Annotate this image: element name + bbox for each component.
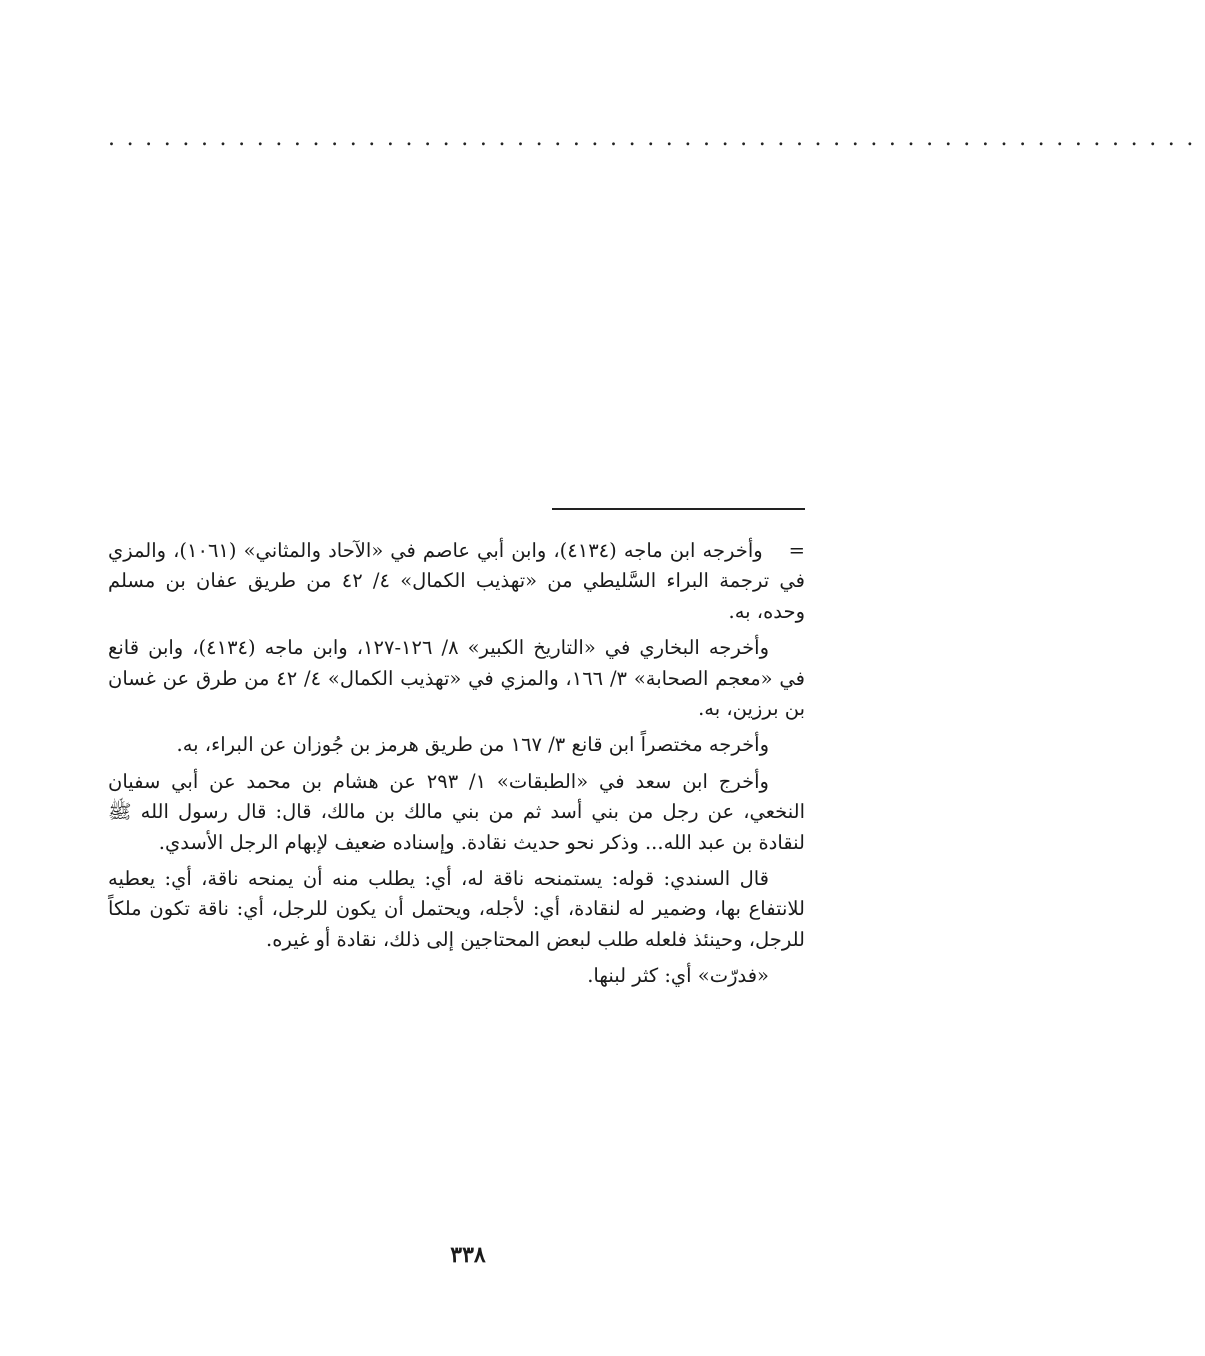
footnote-paragraph-1-text: وأخرجه ابن ماجه (٤١٣٤)، وابن أبي عاصم في «الآحاد والمثاني» (١٠٦١)، والمزي في ترجمة البراء السَّليطي من «تهذيب الكمال» ٤/ ٤٢ من طريق عفان بن مسلم وحده، به. — [108, 539, 805, 623]
page-number: ٣٣٨ — [450, 1242, 486, 1268]
footnote-paragraph-5: قال السندي: قوله: يستمنحه ناقة له، أي: يطلب منه أن يمنحه ناقة، أي: يعطيه للانتفاع بها، وضمير له لنقادة، أي: لأجله، ويحتمل أن يكون للرجل، أي: ناقة تكون ملكاً للرجل، وحينئذ فلعله طلب لبعض المحتاجين إلى ذلك، نقادة أو غيره. — [108, 867, 805, 951]
footnote-paragraph-1 — [108, 536, 805, 627]
footnote-separator-rule — [552, 508, 805, 510]
footnote-paragraph-4: وأخرج ابن سعد في «الطبقات» ١/ ٢٩٣ عن هشام بن محمد عن أبي سفيان النخعي، عن رجل من بني أسد ثم من بني مالك بن مالك، قال: قال رسول الله ﷺ لنقادة بن عبد الله... وذكر نحو حديث نقادة. وإسناده ضعيف لإبهام الرجل الأسدي. — [108, 769, 805, 854]
continuation-mark: = — [788, 539, 805, 562]
footnotes-section — [108, 536, 805, 992]
footnote-paragraph-3: وأخرجه مختصراً ابن قانع ٣/ ١٦٧ من طريق هرمز بن جُوزان عن البراء، به. — [176, 733, 769, 757]
footnote-paragraph-6: «فدرّت» أي: كثر لبنها. — [587, 964, 769, 988]
top-dotted-line: ........................................................... — [108, 126, 1205, 151]
footnote-paragraph-2: وأخرجه البخاري في «التاريخ الكبير» ٨/ ١٢٦-١٢٧، وابن ماجه (٤١٣٤)، وابن قانع في «معجم الصحابة» ٣/ ١٦٦، والمزي في «تهذيب الكمال» ٤/ ٤٢ من طرق عن غسان بن برزين، به. — [108, 636, 806, 721]
